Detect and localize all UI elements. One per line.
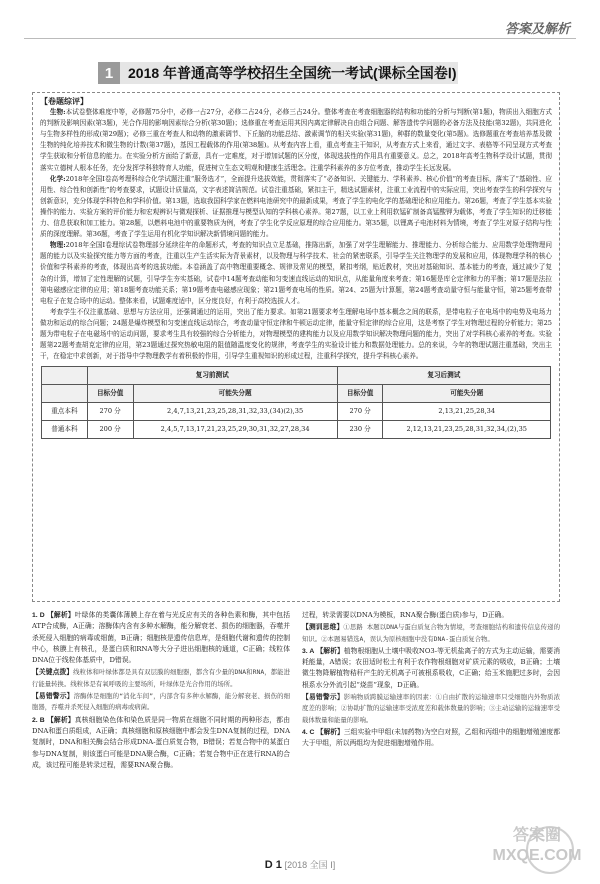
table-row [42,421,551,439]
answer-tag: 【解析】 [46,611,75,619]
table-cell: 230 分 [337,421,383,439]
answer-item [302,727,560,750]
paragraph-label: 化学: [49,174,66,183]
table-cell: 2,13,21,25,28,34 [383,403,551,421]
answer-tag: 【易错警示】 [32,692,74,701]
answer-text: 溶酶体是细胞的“消化车间”，内部含有多种水解酶，能分解衰老、损伤的细胞器，吞噬并杀死侵入细胞的病毒或病菌。 [32,692,291,712]
answer-text: 叶绿体的类囊体薄膜上存在着与光反应有关的各种色素和酶，其中包括ATP合成酶，A正确；溶酶体内含有多种水解酶，能分解衰老、损伤的细胞器，吞噬并杀死侵入细胞的病毒或细菌，B正确；细胞核是遗传信息库，是细胞代谢和遗传的控制中心，核膜上有核孔，是蛋白质和RNA等大分子进出细胞核的通道，C正确；线粒体DNA位于线粒体基质中，D错误。 [32,611,290,665]
answer-number: 4. C [302,728,315,736]
page-footer [0,858,600,871]
page-subtitle: [2018 全国 Ⅰ] [284,860,336,870]
table-header: 可能失分题 [133,385,337,403]
answer-text: ①思路 本题以DNA与蛋白质复合物为情境，考查细胞结构和遗传信息传递的知识。②本题易错选A，误认为原核细胞中没有DNA-蛋白质复合物。 [302,623,561,643]
title-number: 1 [98,62,120,84]
table-cell: 2,4,7,13,21,23,25,28,31,32,33,(34)(2),35 [133,403,337,421]
score-table [41,366,551,439]
answer-text: 影响物质跨膜运输速率的因素：①自由扩散的运输速率只受细胞内外物质浓度差的影响；②协助扩散的运输速率受浓度差和载体数量的影响；③主动运输的运输速率受载体数量和能量的影响。 [302,693,560,724]
answer-number: 1. D [32,612,45,619]
analysis-paragraph [40,174,552,241]
answer-text: 过程，转录需要以DNA为模板，RNA聚合酶(蛋白质)参与，D正确。 [302,611,509,619]
table-cell: 2,12,13,21,23,25,28,31,32,34,(2),35 [383,421,551,439]
answer-item [32,667,290,690]
answer-item [302,692,560,726]
title-text: 2018 年普通高等学校招生全国统一考试(课标全国卷Ⅰ) [128,65,457,81]
table-cell: 重点本科 [42,403,88,421]
paragraph-text: 2018年全国Ⅰ卷高考理科综合化学试题注重“服务选才”，全面提升选拔效能，贯彻落实了“必备知识、关键能力、学科素养、核心价值”的考查目标，落实了“基础性、应用性、综合性和创新性”的考查要求，试题设计质量高，文字表述简洁规范。试卷注重基础，紧扣主干，精选试题素材，注重工业流程中的实际应用，突出考查学生的科学探究与创新意识，充分体现学科特色和学科价值。第13题，选取我国科学家在燃料电池研究中的最新成果，考查了学生的电化学的基础理论和应用能力。第26题，考查了学生基本实验操作的能力、实验方案的评价能力和宏观辨识与微观探析、证据推理与模型认知的学科核心素养。第27题，以工业上利用软锰矿制备高锰酸钾为载体，考查了学生知识的迁移能力、信息获取和加工能力。第28题，以燃料电池中的重要物质为例，考查了学生化学反应原理的综合应用能力。第35题，以锂离子电池材料为情境，考查了学生对原子结构与性质的深度理解。第36题，考查了学生运用有机化学知识解决新情境问题的能力。 [40,174,552,239]
answer-item [302,610,560,621]
answer-columns [32,610,560,850]
answer-text: 植物根细胞从土壤中吸收NO3-等无机盐离子的方式为主动运输，需要消耗能量，A错误；农田适时松土有利于农作物根细胞对矿质元素的吸收，B正确；土壤微生物降解植物秸秆产生的无机离子可被根系吸收，C正确；给玉米施肥过多时，会因根系水分外流引起“烧苗”现象，D正确。 [302,646,561,689]
header-label: 答案及解析 [504,21,570,36]
answer-tag: 【解析】 [46,715,75,724]
paragraph-text: 2018年全国Ⅰ卷理综试卷物理部分延续往年的命题形式，考查的知识点立足基础，推陈出新，加强了对学生理解能力、推理能力、分析综合能力、应用数学处理物理问题的能力以及实验探究能力等方面的考查，注重以生产生活实际为背景素材，以及物理与科学技术、社会的紧密联系，引导学生关注物理学的发展和应用，体现物理学科的核心价值和学科素养的考查，体现出高考的选拔功能。本卷涵盖了高中物理重要概念、规律及常见的模型，紧扣考纲，贴近教材，突出对基础知识、基本能力的考查，通过减少了复杂的计算，增加了定性理解的试题，引导学生夯实基础，试卷中14题考查动能和匀变速直线运动的知识点，从能量角度来考查；第16题是库仑定律和力的平衡；第17题是法拉第电磁感应定律的应用；第18题考查功能关系；第19题考查电磁感应现象；第21题考查电场的性质。第24、25题为计算题，第24题考查动量守恒与能量守恒，第25题考查带电粒子在复合场中的运动。整体来看，试题难度适中，区分度良好，有利于高校选拔人才。 [40,241,552,305]
answer-text: 三组实验中甲组(未加药物)为空白对照，乙组和丙组中的细胞增殖速度都大于甲组，所以两组均为促进细胞增殖作用。 [302,727,561,748]
table-header: 目标分值 [87,385,133,403]
table-header: 可能失分题 [383,385,551,403]
table-group-after: 复习后测试 [337,367,550,385]
table-cell: 普通本科 [42,421,88,439]
answer-tag: 【解析】 [316,727,344,736]
table-row [42,403,551,421]
table-cell: 270 分 [337,403,383,421]
table-header [42,385,88,403]
answer-column-right [302,610,560,850]
analysis-paragraph [40,307,552,362]
analysis-box [32,92,560,602]
page-number: D 1 [264,859,282,871]
table-group-row [42,367,551,385]
answer-item [32,715,290,771]
paragraph-text: 本试卷整体难度中等，必修题75分中，必修一占27分，必修二占24分，必修三占24分。整体考查在考查细胞器的结构和功能的分析与判断(第1题)，物质出入细胞方式的判断及影响因素(第3题)，光合作用的影响因素综合分析(第30题)；选修重在考查运用其因内离定律解决自由组合问题、解答遗传学问题的必备方法及技能(第32题)，共同进化与生物多样性的形成(第29题)；必修三重在考查人和动物的激素调节、下丘脑的功能总结、激素调节的相关实验(第31题)，种群的数量变化(第5题)。选修题重在考查培养基及微生物的纯化培养技术和微生物的计数(第37题)，基因工程载体的作用(第38题)。从考查内容上看，重点考查主干知识，从考查方式上来看，通过文字、表格等不同呈现方式考查学生获取和分析信息的能力。在实验分析方面给了新意，具有一定难度，对于增加试题的区分度，体现选拔性的作用具有重要意义。总之，2018年高考生物科学设计试题，贯彻落实立德树人根本任务，充分发挥学科独特育人功能，促进树立生态文明观和健康生活理念。注重学科素养的多方位考查，推动学生长远发展。 [40,108,552,172]
table-cell: 200 分 [87,421,133,439]
table-header-row [42,385,551,403]
answer-item [302,622,560,645]
answer-tag: 【测训思维】 [302,623,344,632]
table-group-before: 复习前测试 [87,367,337,385]
analysis-paragraph [40,240,552,307]
header-rule [24,38,576,39]
title-bar [98,62,458,84]
table-header: 目标分值 [337,385,383,403]
paragraph-label: 生物: [49,108,66,117]
analysis-paragraph [40,107,552,174]
answer-item [32,610,290,666]
analysis-heading: 【卷题综评】 [40,96,88,106]
watermark-logo: 答案圈 MXQE.COM [492,827,582,864]
answer-text: 线粒体和叶绿体都是具有双层膜的细胞器，都含有少量的DNA和RNA，都能进行能量转换。线粒体是有氧呼吸的主要场所，叶绿体是光合作用的场所。 [32,668,290,688]
answer-number: 3. A [302,647,315,655]
table-cell: 270 分 [87,403,133,421]
answer-column-left [32,610,290,850]
answer-item [302,646,560,691]
answer-item [32,691,290,714]
paragraph-label: 物理: [49,241,66,250]
table-corner [42,367,88,385]
table-cell: 2,4,5,7,13,17,21,23,25,29,30,31,32,27,28,34 [133,421,337,439]
answer-tag: 【易错警示】 [302,693,344,702]
answer-text: 真核细胞染色体和染色质是同一物质在细胞不同时期的两种形态，都由DNA和蛋白质组成，A正确；真核细胞和原核细胞中都会发生DNA复制的过程，DNA复制时，DNA和相关酶会结合形成DNA-蛋白质复合物，B错误；若复合物中的某蛋白参与DNA复制，则该蛋白可能是DNA聚合酶，C正确；若复合物中正在进行RNA的合成，该过程可能是转录过程，需要RNA聚合酶。 [32,715,290,769]
answer-number: 2. B [32,716,45,724]
paragraph-text: 考查学生不仅注重基础、思想与方法应用，还强调通过的运用，突出了能力要求。如第21题要求考生理解电场中基本概念之间的联系，是带电粒子在电场中的电势及电场力做功和运动的综合问题；24题是爆炸模型和匀变速直线运动综合，考查动量守恒定律和牛顿运动定律，能量守恒定律的综合应用，这是考察了学生对物理过程的分析能力；第25题为带电粒子在电磁场中的运动问题，要求考生具有较强的综合分析能力，对物理模型的建构能力以及应用数学知识解决物理问题的能力，突出了对学科核心素养的考查。实验题第22题考查胡克定律的应用，第23题通过探究热敏电阻的阻值随温度变化的规律，考查学生的实验设计能力和数据处理能力。总的来说，今年的物理试题注重基础，突出主干，在稳定中求创新，对于指导中学物理教学有着积极的作用，引导学生重视知识的形成过程，注重科学探究，提升学科核心素养。 [40,307,552,361]
answer-tag: 【解析】 [316,646,344,655]
answer-tag: 【关键点拨】 [32,668,74,677]
